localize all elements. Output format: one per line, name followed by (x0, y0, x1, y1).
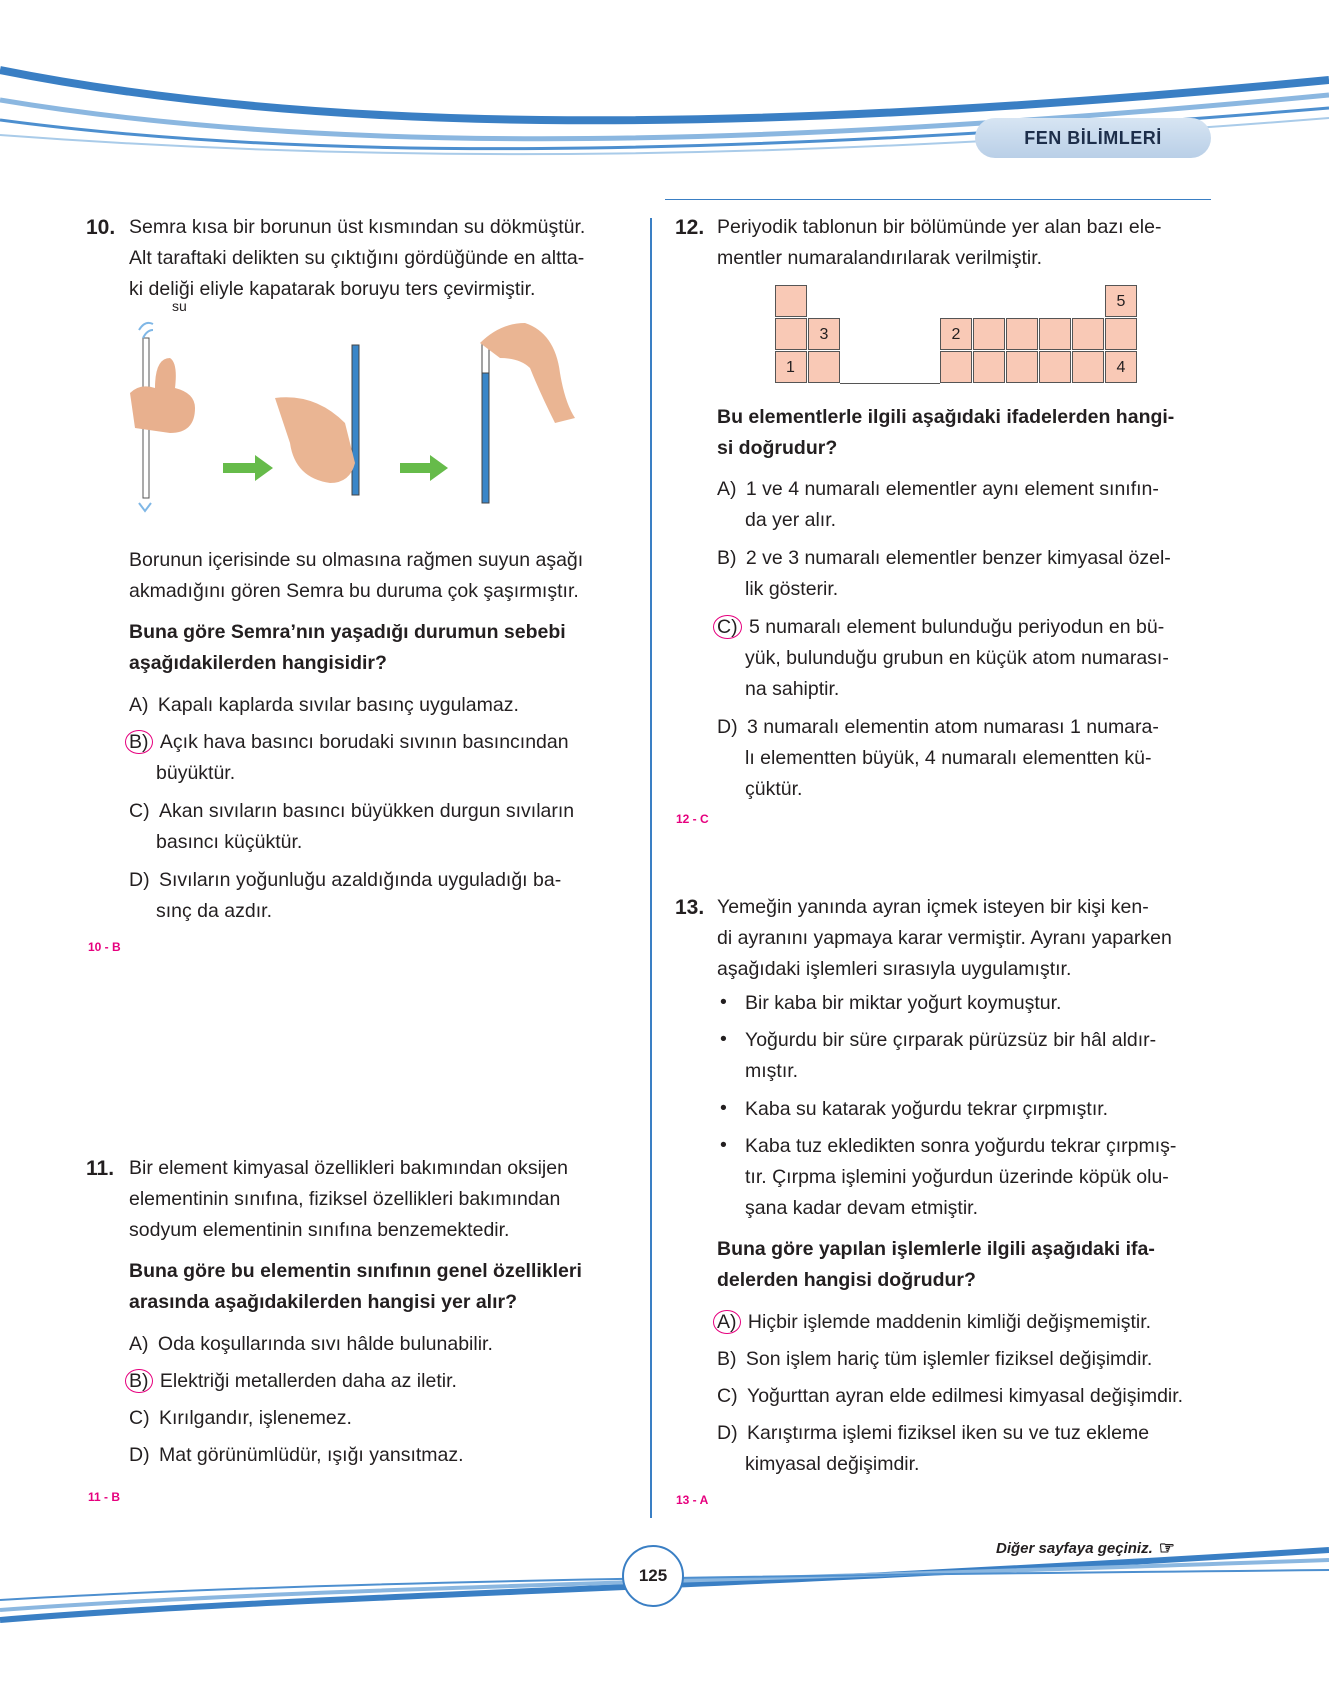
pt-cell (775, 318, 807, 350)
q13-stem-line-1: Yemeğin yanında ayran içmek isteyen bir kişi ken- (717, 896, 1149, 918)
q13-step-4-line-2: tır. Çırpma işlemini yoğurdun üzerinde köpük olu- (745, 1166, 1169, 1188)
option-letter: D) (717, 716, 738, 738)
pt-cell-1: 1 (775, 351, 807, 383)
pt-cell (1006, 318, 1038, 350)
q12-question-line-1: Bu elementlerle ilgili aşağıdaki ifadelerden hangi- (717, 406, 1175, 428)
q10-number: 10. (86, 216, 116, 239)
q13-option-b[interactable] (717, 1344, 1152, 1375)
q11-question-line-1: Buna göre bu elementin sınıfının genel özellikleri (129, 1260, 582, 1282)
option-letter: C) (129, 1407, 150, 1429)
option-letter: D) (129, 1444, 150, 1466)
q12-option-d[interactable] (717, 712, 1159, 743)
q12-option-b-line-2: lik gösterir. (745, 578, 839, 600)
option-letter-circled: B) (125, 730, 153, 754)
q13-step-4-line-1: Kaba tuz ekledikten sonra yoğurdu tekrar çırpmış- (745, 1135, 1177, 1157)
column-divider (650, 218, 652, 1518)
periodic-table-fragment (775, 285, 1140, 384)
q12-option-d-line-3: çüktür. (745, 778, 803, 800)
option-text: Kırılgandır, işlenemez. (159, 1407, 352, 1429)
q13-option-d[interactable] (717, 1418, 1149, 1449)
q12-question-line-2: si doğrudur? (717, 437, 838, 459)
q11-stem-line-2: elementinin sınıfına, fiziksel özellikleri bakımından (129, 1188, 561, 1210)
q10-figure-label-su: su (172, 298, 187, 314)
q10-question-line-2: aşağıdakilerden hangisidir? (129, 652, 387, 674)
bullet-dot: • (720, 1097, 727, 1119)
q11-option-a[interactable] (129, 1329, 493, 1360)
option-text: 1 ve 4 numaralı elementler aynı element sınıfın- (745, 478, 1159, 500)
q10-option-d[interactable] (129, 865, 561, 896)
option-letter-circled: C) (713, 615, 742, 639)
q11-answer-key: 11 - B (88, 1490, 121, 1504)
option-text: Son işlem hariç tüm işlemler fiziksel değişimdir. (745, 1348, 1153, 1370)
pt-cell-5: 5 (1105, 285, 1137, 317)
option-letter: C) (717, 1385, 738, 1407)
q11-number: 11. (86, 1157, 115, 1180)
pt-cell (940, 351, 972, 383)
q12-number: 12. (675, 216, 705, 239)
option-text: Oda koşullarında sıvı hâlde bulunabilir. (157, 1333, 493, 1355)
pt-cell-2: 2 (940, 318, 972, 350)
pt-cell-4: 4 (1105, 351, 1137, 383)
option-text: 2 ve 3 numaralı elementler benzer kimyasal özel- (745, 547, 1171, 569)
q13-stem-line-3: aşağıdaki işlemleri sırasıyla uygulamıştır. (717, 958, 1072, 980)
q12-option-d-line-2: lı elementten büyük, 4 numaralı elementten kü- (745, 747, 1152, 769)
option-text: Kapalı kaplarda sıvılar basınç uygulamaz. (157, 694, 519, 716)
q13-question-line-2: delerden hangisi doğrudur? (717, 1269, 976, 1291)
q11-stem-line-3: sodyum elementinin sınıfına benzemektedir. (129, 1219, 510, 1241)
option-letter: D) (717, 1422, 738, 1444)
q10-para-line-1: Borunun içerisinde su olmasına rağmen suyun aşağı (129, 549, 584, 571)
pt-cell (1072, 351, 1104, 383)
bullet-dot: • (720, 991, 727, 1013)
q10-stem-line-1: Semra kısa bir borunun üst kısmından su dökmüştür. (129, 216, 586, 238)
pt-gap-line (840, 383, 940, 384)
option-letter: D) (129, 869, 150, 891)
q10-stem-line-3: ki deliği eliyle kapatarak boruyu ters çevirmiştir. (129, 278, 536, 300)
q11-option-c[interactable] (129, 1403, 352, 1434)
q12-option-c-line-2: yük, bulunduğu grubun en küçük atom numarası- (745, 647, 1169, 669)
q12-stem-line-1: Periyodik tablonun bir bölümünde yer alan bazı ele- (717, 216, 1162, 238)
option-text: Elektriği metallerden daha az iletir. (159, 1370, 457, 1392)
next-page-text: Diğer sayfaya geçiniz. (996, 1540, 1153, 1557)
q12-stem-line-2: mentler numaralandırılarak verilmiştir. (717, 247, 1043, 269)
option-text: Hiçbir işlemde maddenin kimliği değişmemiştir. (747, 1311, 1152, 1333)
q10-pipe-figure (125, 318, 625, 528)
q10-answer-key: 10 - B (88, 940, 121, 954)
q11-stem-line-1: Bir element kimyasal özellikleri bakımından oksijen (129, 1157, 568, 1179)
option-letter: A) (129, 1333, 149, 1355)
bullet-dot: • (720, 1134, 727, 1156)
q10-option-a[interactable] (129, 690, 519, 721)
option-text: Karıştırma işlemi fiziksel iken su ve tuz ekleme (747, 1422, 1150, 1444)
option-text: Akan sıvıların basıncı büyükken durgun sıvıların (159, 800, 575, 822)
option-letter: A) (129, 694, 149, 716)
pt-cell (1105, 318, 1137, 350)
q11-question-line-2: arasında aşağıdakilerden hangisi yer alır? (129, 1291, 518, 1313)
bullet-dot: • (720, 1028, 727, 1050)
header-divider (665, 199, 1211, 200)
pt-cell (1072, 318, 1104, 350)
option-letter-circled: A) (713, 1310, 741, 1334)
option-letter: B) (717, 1348, 737, 1370)
q13-step-1: Bir kaba bir miktar yoğurt koymuştur. (745, 992, 1062, 1014)
option-text: 3 numaralı elementin atom numarası 1 numara- (747, 716, 1159, 738)
option-text: 5 numaralı element bulunduğu periyodun en bü- (749, 616, 1165, 638)
option-letter-circled: B) (125, 1369, 153, 1393)
option-text: Sıvıların yoğunluğu azaldığında uyguladığı ba- (159, 869, 562, 891)
q13-step-2-line-2: mıştır. (745, 1060, 799, 1082)
q13-stem-line-2: di ayranını yapmaya karar vermiştir. Ayranı yaparken (717, 927, 1172, 949)
q13-option-c[interactable] (717, 1381, 1183, 1412)
q13-step-2-line-1: Yoğurdu bir süre çırparak pürüzsüz bir hâl aldır- (745, 1029, 1157, 1051)
q11-option-d[interactable] (129, 1440, 464, 1471)
q12-option-a-line-2: da yer alır. (745, 509, 837, 531)
option-text: Yoğurttan ayran elde edilmesi kimyasal değişimdir. (747, 1385, 1184, 1407)
pt-cell (808, 351, 840, 383)
q13-step-4-line-3: şana kadar devam etmiştir. (745, 1197, 979, 1219)
q12-option-a[interactable] (717, 474, 1159, 505)
page-number: 125 (638, 1566, 668, 1585)
pt-cell (1039, 351, 1071, 383)
q12-answer-key: 12 - C (676, 812, 709, 826)
pt-cell (973, 351, 1005, 383)
option-letter: B) (717, 547, 737, 569)
q13-step-3: Kaba su katarak yoğurdu tekrar çırpmıştır. (745, 1098, 1109, 1120)
option-text: Mat görünümlüdür, ışığı yansıtmaz. (159, 1444, 464, 1466)
q12-option-c[interactable] (717, 612, 1164, 643)
q13-question-line-1: Buna göre yapılan işlemlerle ilgili aşağıdaki ifa- (717, 1238, 1155, 1260)
q10-stem-line-2: Alt taraftaki delikten su çıktığını gördüğünde en altta- (129, 247, 585, 269)
option-letter: A) (717, 478, 737, 500)
option-text: Açık hava basıncı borudaki sıvının basıncından (159, 731, 569, 753)
pointing-hand-icon: ☞ (1158, 1538, 1175, 1558)
q12-option-b[interactable] (717, 543, 1171, 574)
q13-number: 13. (675, 896, 705, 919)
q10-para-line-2: akmadığını gören Semra bu duruma çok şaşırmıştır. (129, 580, 579, 602)
pt-cell-3: 3 (808, 318, 840, 350)
q12-option-c-line-3: na sahiptir. (745, 678, 840, 700)
q10-option-b-line-2: büyüktür. (156, 762, 236, 784)
pt-cell (775, 285, 807, 317)
q10-option-b[interactable] (129, 727, 569, 758)
q10-question-line-1: Buna göre Semra’nın yaşadığı durumun sebebi (129, 621, 566, 643)
q11-option-b[interactable] (129, 1366, 457, 1397)
pt-cell (973, 318, 1005, 350)
q13-answer-key: 13 - A (676, 1493, 709, 1507)
subject-badge: FEN BİLİMLERİ (975, 118, 1211, 158)
q10-option-c[interactable] (129, 796, 574, 827)
pt-cell (1039, 318, 1071, 350)
pt-cell (1006, 351, 1038, 383)
next-page-note (996, 1538, 1175, 1559)
q13-option-a[interactable] (717, 1307, 1151, 1338)
q10-option-d-line-2: sınç da azdır. (156, 900, 272, 922)
q13-option-d-line-2: kimyasal değişimdir. (745, 1453, 920, 1475)
q10-option-c-line-2: basıncı küçüktür. (156, 831, 303, 853)
option-letter: C) (129, 800, 150, 822)
